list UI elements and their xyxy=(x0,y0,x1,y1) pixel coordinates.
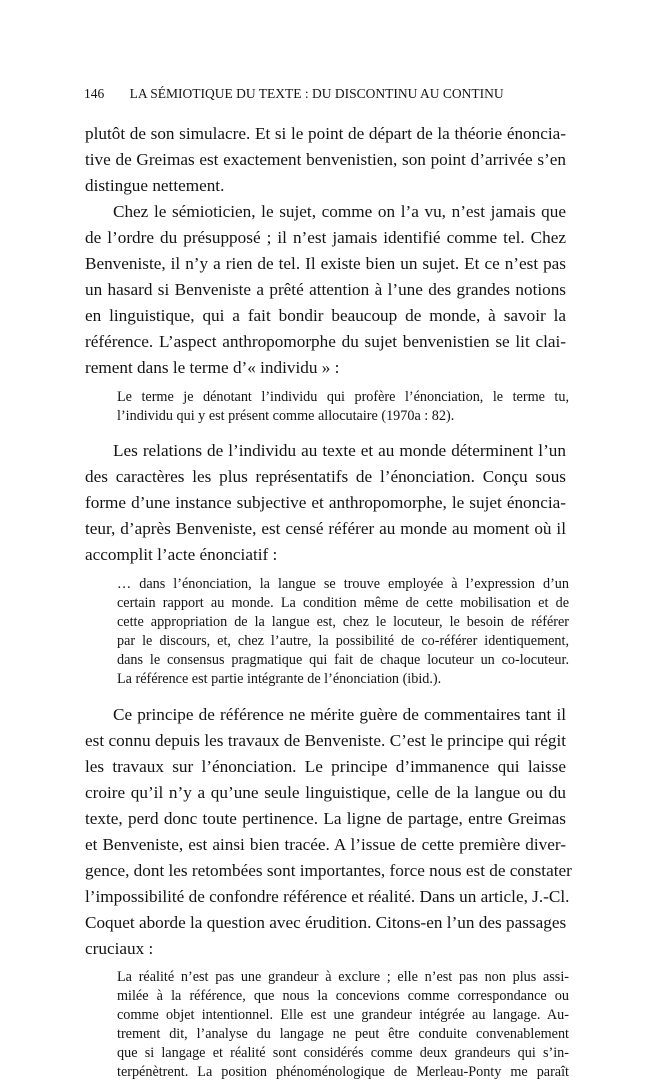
body-line: croire qu’il n’y a qu’une seule linguistique, celle de la langue ou du xyxy=(85,783,566,802)
body-line: Ce principe de référence ne mérite guère de commentaires tant il xyxy=(113,705,566,724)
body-line: Benveniste, il n’y a rien de tel. Il existe bien un sujet. Et ce n’est pas xyxy=(85,254,566,273)
body-line: teur, d’après Benveniste, est censé référer au monde au moment où il xyxy=(85,519,566,538)
body-line: un hasard si Benveniste a prêté attention à l’une des grandes notions xyxy=(85,280,566,299)
body-line: et Benveniste, est ainsi bien tracée. A l’issue de cette première diver- xyxy=(85,835,566,854)
quote-line: comme objet intentionnel. Elle est une grandeur intégrée au langage. Au- xyxy=(117,1007,569,1023)
body-line: Les relations de l’individu au texte et au monde déterminent l’un xyxy=(113,441,566,460)
quote-line: trement dit, l’analyse du langage ne peut être conduite convenablement xyxy=(117,1026,569,1042)
body-line: texte, perd donc toute pertinence. La ligne de partage, entre Greimas xyxy=(85,809,566,828)
quote-line: Le terme je dénotant l’individu qui profère l’énonciation, le terme tu, xyxy=(117,389,569,405)
quote-line: La réalité n’est pas une grandeur à exclure ; elle n’est pas non plus assi- xyxy=(117,969,569,985)
body-line: les travaux sur l’énonciation. Le principe d’immanence qui laisse xyxy=(85,757,566,776)
quote-line: l’individu qui y est présent comme allocutaire (1970a : 82). xyxy=(117,408,455,424)
body-line: forme d’une instance subjective et anthropomorphe, le sujet énoncia- xyxy=(85,493,566,512)
body-line: Coquet aborde la question avec érudition. Citons-en l’un des passages xyxy=(85,913,567,932)
body-line: Chez le sémioticien, le sujet, comme on l’a vu, n’est jamais que xyxy=(113,202,566,221)
body-line: gence, dont les retombées sont importantes, force nous est de constater xyxy=(85,861,572,880)
body-line: cruciaux : xyxy=(85,939,154,958)
running-header xyxy=(84,86,584,102)
quote-line: La référence est partie intégrante de l’énonciation (ibid.). xyxy=(117,671,442,687)
body-line: de l’ordre du présupposé ; il n’est jamais identifié comme tel. Chez xyxy=(85,228,566,247)
quote-line: terpénètrent. La position phénoménologique de Merleau-Ponty me paraît xyxy=(117,1064,569,1080)
body-line: rement dans le terme d’« individu » : xyxy=(85,358,340,377)
body-line: est connu depuis les travaux de Benveniste. C’est le principe qui régit xyxy=(85,731,566,750)
body-line: des caractères les plus représentatifs de l’énonciation. Conçu sous xyxy=(85,467,566,486)
quote-line: par le discours, et, chez l’autre, la possibilité de co-référer identiquement, xyxy=(117,633,569,649)
quote-line: dans le consensus pragmatique qui fait de chaque locuteur un co-locuteur. xyxy=(117,652,569,668)
body-line: en linguistique, qui a fait bondir beaucoup de monde, à savoir la xyxy=(85,306,566,325)
quote-line: … dans l’énonciation, la langue se trouve employée à l’expression d’un xyxy=(117,576,569,592)
quote-line: milée à la référence, que nous la concevions comme correspondance ou xyxy=(117,988,569,1004)
body-line: l’impossibilité de confondre référence et réalité. Dans un article, J.-Cl. xyxy=(85,887,570,906)
quote-line: cette appropriation de la langue est, chez le locuteur, le besoin de référer xyxy=(117,614,569,630)
quote-line: certain rapport au monde. La condition même de cette mobilisation et de xyxy=(117,595,569,611)
body-line: accomplit l’acte énonciatif : xyxy=(85,545,278,564)
body-line: distingue nettement. xyxy=(85,176,225,195)
body-line: plutôt de son simulacre. Et si le point de départ de la théorie énoncia- xyxy=(85,124,566,143)
quote-line: que si langage et réalité sont considérés comme deux grandeurs qui s’in- xyxy=(117,1045,569,1061)
running-title: LA SÉMIOTIQUE DU TEXTE : DU DISCONTINU AU CONTINU xyxy=(129,86,504,101)
body-line: tive de Greimas est exactement benvenistien, son point d’arrivée s’en xyxy=(85,150,566,169)
body-line: référence. L’aspect anthropomorphe du sujet benvenistien se lit clai- xyxy=(85,332,566,351)
page-number: 146 xyxy=(84,86,105,101)
